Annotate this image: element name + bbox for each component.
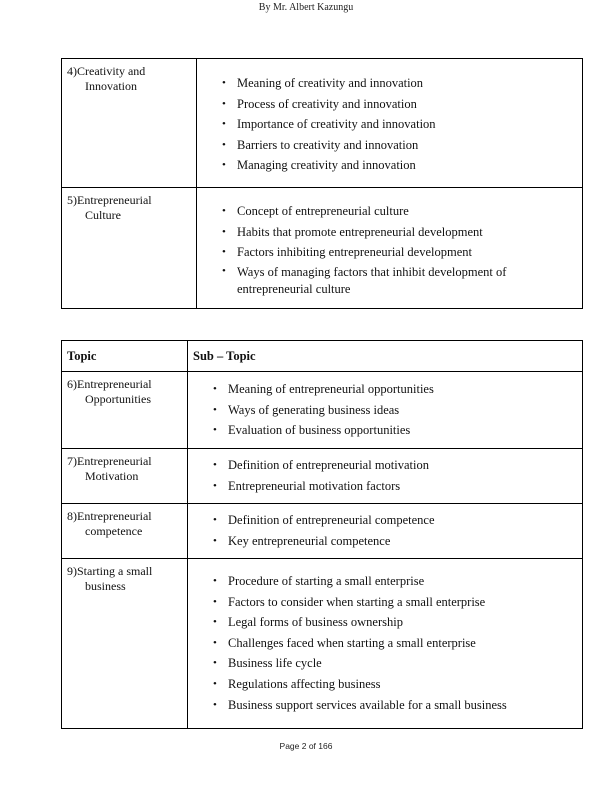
bullet-icon: • xyxy=(213,514,217,526)
bullet-icon: • xyxy=(222,159,226,172)
bullet-icon: • xyxy=(222,225,226,238)
table-row xyxy=(62,449,583,504)
subtopic-cell xyxy=(188,504,583,559)
list-item: • Meaning of entrepreneurial opportunities xyxy=(188,379,582,400)
bullet-icon: • xyxy=(222,118,226,131)
subtopic-cell xyxy=(188,372,583,449)
list-item: • Procedure of starting a small enterprise xyxy=(188,571,582,592)
list-item: • Concept of entrepreneurial culture xyxy=(197,201,582,222)
bullet-icon: • xyxy=(213,534,217,547)
topic-title-cont: business xyxy=(85,579,126,593)
table-row xyxy=(62,188,583,309)
topic-cell xyxy=(62,449,188,504)
topic-number-title: 6)Entrepreneurial xyxy=(67,377,152,391)
bullet-icon: • xyxy=(222,77,226,89)
bullet-icon: • xyxy=(213,575,217,587)
page-header: By Mr. Albert Kazungu xyxy=(258,2,354,13)
subtopic-cell xyxy=(188,559,583,729)
bullet-icon: • xyxy=(222,246,226,259)
table-header-row xyxy=(62,341,583,372)
topic-cell xyxy=(62,504,188,559)
list-item: • Ways of generating business ideas xyxy=(188,400,582,421)
bullet-icon: • xyxy=(213,479,217,492)
bullet-icon: • xyxy=(213,636,217,649)
list-item: • Key entrepreneurial competence xyxy=(188,531,582,552)
list-item: • Challenges faced when starting a small enterprise xyxy=(188,633,582,654)
bullet-icon: • xyxy=(213,677,217,690)
table-row xyxy=(62,372,583,449)
subtopic-list xyxy=(197,73,582,176)
topic-title-cont: Innovation xyxy=(85,79,137,93)
syllabus-table-1 xyxy=(61,58,583,309)
bullet-icon: • xyxy=(213,595,217,608)
bullet-icon: • xyxy=(222,264,226,277)
list-item: • Definition of entrepreneurial competence xyxy=(188,510,582,531)
list-item: • Factors inhibiting entrepreneurial development xyxy=(197,242,582,263)
topic-number-title: 9)Starting a small xyxy=(67,564,153,578)
table-row xyxy=(62,59,583,188)
subtopic-list xyxy=(188,571,582,715)
list-item: • Meaning of creativity and innovation xyxy=(197,73,582,94)
list-item: • Process of creativity and innovation xyxy=(197,94,582,115)
subtopic-list xyxy=(197,201,582,300)
subtopic-cell xyxy=(197,59,583,188)
header-subtopic: Sub – Topic xyxy=(188,341,583,372)
bullet-icon: • xyxy=(213,424,217,437)
list-item: • Ways of managing factors that inhibit development of entrepreneurial culture xyxy=(222,264,507,297)
topic-number-title: 5)Entrepreneurial xyxy=(67,193,152,207)
topic-cell xyxy=(62,59,197,188)
bullet-icon: • xyxy=(222,205,226,217)
subtopic-cell xyxy=(197,188,583,309)
list-item: • Importance of creativity and innovation xyxy=(197,114,582,135)
bullet-icon: • xyxy=(213,657,217,670)
list-item: • Habits that promote entrepreneurial development xyxy=(197,222,582,243)
page-footer: Page 2 of 166 xyxy=(279,741,333,751)
table-row xyxy=(62,504,583,559)
list-item: • Business support services available for a small business xyxy=(188,695,582,716)
list-item: • Business life cycle xyxy=(188,653,582,674)
bullet-icon: • xyxy=(213,459,217,471)
topic-title-cont: competence xyxy=(85,524,143,538)
topic-title-cont: Culture xyxy=(85,208,121,222)
topic-cell xyxy=(62,559,188,729)
bullet-icon: • xyxy=(213,698,217,711)
list-item: • Evaluation of business opportunities xyxy=(188,420,582,441)
subtopic-list xyxy=(188,510,582,551)
topic-number-title: 4)Creativity and xyxy=(67,64,146,78)
list-item: • Legal forms of business ownership xyxy=(188,612,582,633)
topic-title-cont: Opportunities xyxy=(85,392,151,406)
subtopic-list xyxy=(188,379,582,441)
header-topic: Topic xyxy=(62,341,188,372)
bullet-icon: • xyxy=(222,97,226,110)
list-item: • Managing creativity and innovation xyxy=(197,155,582,176)
list-item: • Barriers to creativity and innovation xyxy=(197,135,582,156)
topic-title-cont: Motivation xyxy=(85,469,139,483)
bullet-icon: • xyxy=(213,616,217,629)
subtopic-list xyxy=(188,455,582,496)
syllabus-table-2 xyxy=(61,340,583,729)
bullet-icon: • xyxy=(222,138,226,151)
list-item: • Regulations affecting business xyxy=(188,674,582,695)
topic-cell xyxy=(62,372,188,449)
subtopic-cell xyxy=(188,449,583,504)
list-item: • Entrepreneurial motivation factors xyxy=(188,476,582,497)
bullet-icon: • xyxy=(213,403,217,416)
topic-number-title: 8)Entrepreneurial xyxy=(67,509,152,523)
list-item: • Factors to consider when starting a small enterprise xyxy=(188,592,582,613)
topic-number-title: 7)Entrepreneurial xyxy=(67,454,152,468)
list-item: • Definition of entrepreneurial motivation xyxy=(188,455,582,476)
topic-cell xyxy=(62,188,197,309)
table-row xyxy=(62,559,583,729)
bullet-icon: • xyxy=(213,383,217,395)
